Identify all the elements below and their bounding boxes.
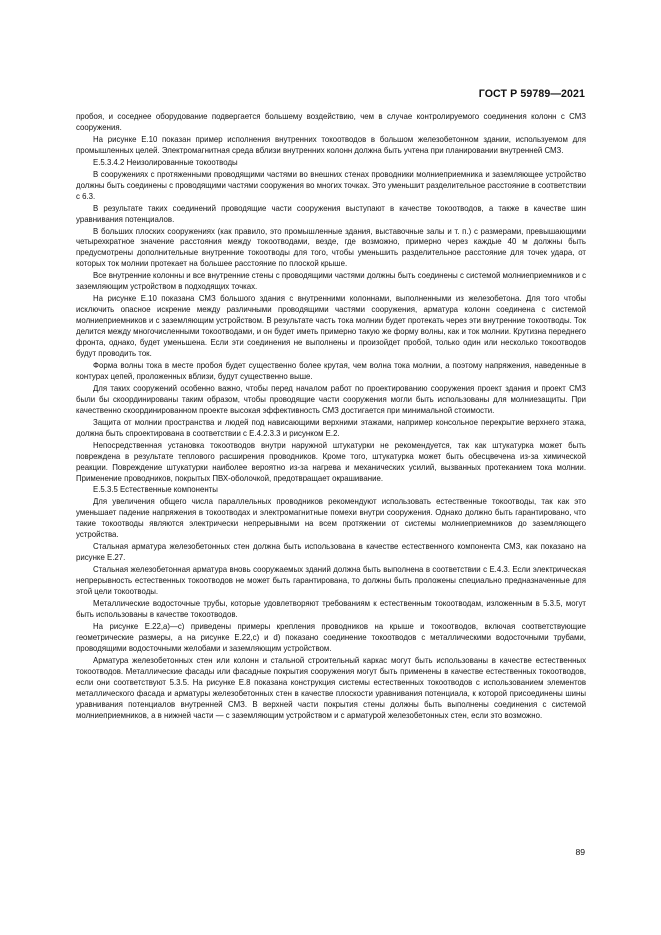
paragraph: На рисунке Е.10 показан пример исполнения внутренних токоотводов в большом железобетонном здании, используемом для промышленных целей. Электромагнитная среда вблизи внутренних колонн должна быть учтена при планировании внутренней СМЗ. [76, 134, 586, 155]
paragraph: В больших плоских сооружениях (как правило, это промышленные здания, выставочные залы и т. п.) с размерами, превышающими четырехкратное значение расстояния между токоотводами, везде, где возможно, примерно через каждые 40 м должны быть предусмотрены дополнительные внутренние токоотводы для того, чтобы уменьшить разделительное расстояние для точек удара, от которых ток молнии протекает на большее расстояние по плоской крыше. [76, 226, 586, 269]
paragraph: Непосредственная установка токоотводов внутри наружной штукатурки не рекомендуется, так как штукатурка может быть повреждена в результате теплового расширения проводников. Кроме того, штукатурка может быть обесцвечена из-за химической реакции. Повреждение штукатурки наиболее вероятно из-за нагрева и механических усилий, вызванных протеканием тока молнии. Применение проводников, покрытых ПВХ-оболочкой, предотвращает окрашивание. [76, 440, 586, 483]
page-number: 89 [575, 847, 585, 857]
paragraph: На рисунке Е.10 показана СМЗ большого здания с внутренними колоннами, выполненными из железобетона. Для того чтобы исключить опасное искрение между различными проводящими частями сооружения, арматура колонн соединена с системой молниеприемников и с заземляющим устройством. В результате часть тока молнии будет протекать через эти внутренние токоотводы. Ток делится между многочисленными токоотводами, и он будет иметь примерно такую же форму волны, как и ток молнии. Крутизна переднего фронта, однако, будет уменьшена. Если эти соединения не выполнены и произойдет пробой, только один или несколько токоотводов будут проводить ток. [76, 294, 586, 359]
paragraph: Форма волны тока в месте пробоя будет существенно более крутая, чем волна тока молнии, а поэтому напряжения, наведенные в контурах цепей, проложенных вблизи, будут существенно выше. [76, 360, 586, 381]
paragraph: Стальная арматура железобетонных стен должна быть использована в качестве естественного компонента СМЗ, как показано на рисунке Е.27. [76, 542, 586, 563]
paragraph: Защита от молнии пространства и людей под нависающими верхними этажами, например консольное перекрытие верхнего этажа, должна быть спроектирована в соответствии с Е.4.2.3.3 и рисунком Е.2. [76, 417, 586, 438]
body-text [76, 112, 586, 721]
paragraph: Все внутренние колонны и все внутренние стены с проводящими частями должны быть соединены с системой молниеприемников и с заземляющим устройством в подходящих точках. [76, 271, 586, 292]
section-heading: Е.5.3.5 Естественные компоненты [93, 485, 218, 495]
paragraph: пробоя, и соседнее оборудование подвергается большему воздействию, чем в случае контролируемого соединения колонн с СМЗ сооружения. [76, 112, 586, 132]
standard-designation: ГОСТ Р 59789—2021 [478, 88, 585, 100]
paragraph: В результате таких соединений проводящие части сооружения выступают в качестве токоотводов, а также в качестве шин уравнивания потенциалов. [76, 203, 586, 224]
section-heading: Е.5.3.4.2 Неизолированные токоотводы [93, 157, 238, 167]
paragraph: Для таких сооружений особенно важно, чтобы перед началом работ по проектированию сооружения проект здания и проект СМЗ были бы скоординированы таким образом, чтобы проводящие части сооружения могли быть использованы для молниезащиты. При качественно скоординированном проекте высокая эффективность СМЗ достигается при минимальной стоимости. [76, 383, 586, 415]
paragraph: В сооружениях с протяженными проводящими частями во внешних стенах проводники молниеприемника и заземляющее устройство должны быть соединены с проводящими частями сооружения во многих точках. Это уменьшит разделительное расстояние в соответствии с 6.3. [76, 169, 586, 201]
paragraph: На рисунке Е.22,a)—c) приведены примеры крепления проводников на крыше и токоотводов, включая соответствующие геометрические размеры, а на рисунке Е.22,c) и d) показано соединение токоотводов с металлическими водосточными трубами, проводящими водосточными желобами и заземляющим устройством. [76, 621, 586, 653]
paragraph: Стальная железобетонная арматура вновь сооружаемых зданий должна быть выполнена в соответствии с Е.4.3. Если электрическая непрерывность естественных токоотводов не может быть гарантирована, то должны быть проложены специально предназначенные для этой цели токоотводы. [76, 565, 586, 597]
paragraph: Для увеличения общего числа параллельных проводников рекомендуют использовать естественные токоотводы, так как это уменьшает падение напряжения в токоотводах и электромагнитные помехи внутри сооружения. Однако должно быть гарантировано, что такие токоотводы являются электрически непрерывными на всем протяжении от системы молниеприемников до заземляющего устройства. [76, 497, 586, 540]
paragraph: Арматура железобетонных стен или колонн и стальной строительный каркас могут быть использованы в качестве естественных токоотводов. Металлические фасады или фасадные покрытия сооружения могут быть применены в качестве естественных токоотводов, если они соответствуют 5.3.5. На рисунке Е.8 показана конструкция системы естественных токоотводов с использованием элементов металлического фасада и арматуры железобетонных стен в качестве плоскости уравнивания потенциала, к которой присоединены шины уравнивания потенциалов внутренней СМЗ. В верхней части покрытия стены должны быть выполнены соединения с системой молниеприемников, а в нижней части — с заземляющим устройством и с арматурой железобетонных стен, если это возможно. [76, 655, 586, 720]
paragraph: Металлические водосточные трубы, которые удовлетворяют требованиям к естественным токоотводам, изложенным в 5.3.5, могут быть использованы в качестве токоотводов. [76, 598, 586, 619]
